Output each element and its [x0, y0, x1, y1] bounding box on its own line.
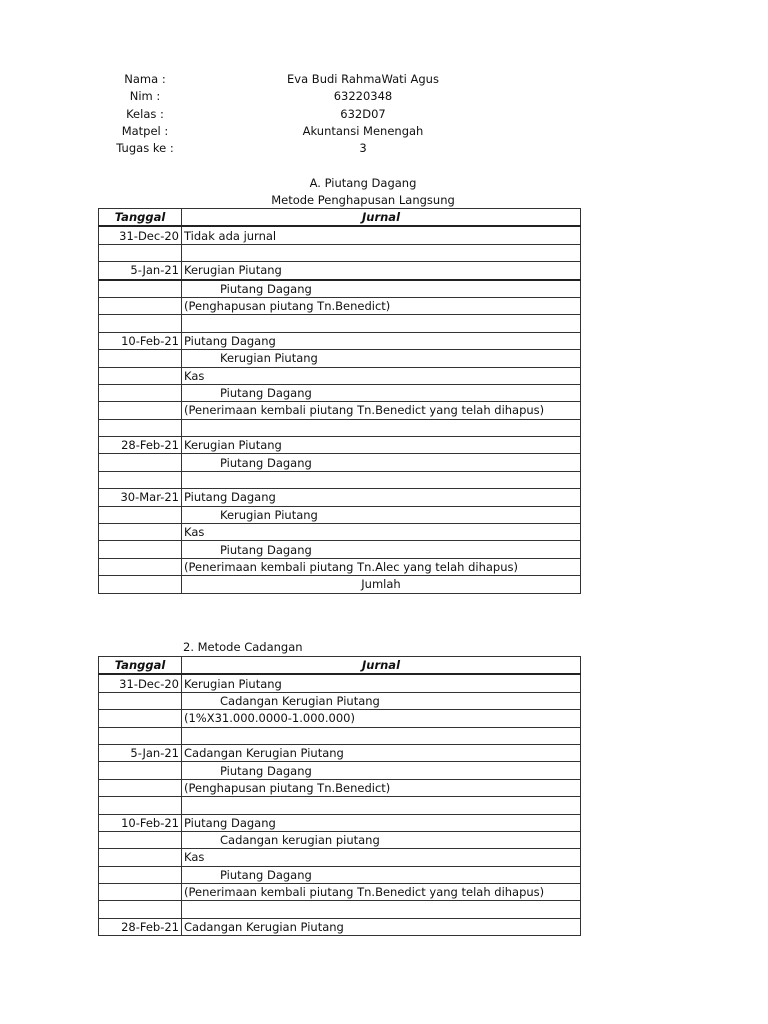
table-row [99, 454, 581, 471]
row-date [99, 419, 182, 436]
row-journal-entry [182, 471, 581, 488]
row-journal-entry: Piutang Dagang [182, 866, 581, 883]
row-journal-entry [182, 315, 581, 332]
row-date [99, 779, 182, 796]
row-date: 5-Jan-21 [99, 262, 182, 280]
row-date: 5-Jan-21 [99, 744, 182, 761]
journal-body-b [99, 674, 581, 935]
row-journal-entry: Kerugian Piutang [182, 506, 581, 523]
table-row [99, 384, 581, 401]
table-row [99, 524, 581, 541]
row-date [99, 866, 182, 883]
table-row [99, 866, 581, 883]
table-row [99, 541, 581, 558]
table-row [99, 710, 581, 727]
row-date [99, 367, 182, 384]
row-date [99, 280, 182, 298]
row-journal-entry [182, 797, 581, 814]
table-row [99, 419, 581, 436]
row-date: 31-Dec-20 [99, 674, 182, 692]
row-journal-entry: Kerugian Piutang [182, 437, 581, 454]
table-row [99, 918, 581, 935]
row-date [99, 558, 182, 575]
row-journal-entry [182, 419, 581, 436]
table-row [99, 814, 581, 831]
row-journal-entry: (Penghapusan piutang Tn.Benedict) [182, 779, 581, 796]
row-journal-entry: Kerugian Piutang [182, 674, 581, 692]
header-tanggal: Tanggal [99, 209, 182, 227]
row-journal-entry [182, 727, 581, 744]
row-date [99, 727, 182, 744]
nama-label: Nama : [124, 72, 166, 86]
row-date: 31-Dec-20 [99, 226, 182, 244]
row-date [99, 471, 182, 488]
section-b-title: 2. Metode Cadangan [183, 640, 303, 654]
nama-value: Eva Budi RahmaWati Agus [287, 72, 439, 86]
row-journal-entry: Kas [182, 524, 581, 541]
table-row [99, 576, 581, 593]
row-journal-entry: Cadangan Kerugian Piutang [182, 744, 581, 761]
row-date [99, 797, 182, 814]
journal-body-a [99, 226, 581, 593]
row-journal-entry: Cadangan kerugian piutang [182, 831, 581, 848]
row-date [99, 710, 182, 727]
row-date [99, 831, 182, 848]
row-date [99, 506, 182, 523]
table-row [99, 692, 581, 709]
table-row [99, 901, 581, 918]
tugas-label: Tugas ke : [116, 141, 174, 155]
section-a-title: A. Piutang Dagang [309, 176, 417, 190]
row-journal-entry: Kerugian Piutang [182, 350, 581, 367]
journal-table-allowance [98, 656, 581, 936]
table-row [99, 315, 581, 332]
table-row [99, 367, 581, 384]
row-journal-entry: Piutang Dagang [182, 384, 581, 401]
journal-table-direct-writeoff [98, 208, 581, 594]
row-journal-entry: Cadangan Kerugian Piutang [182, 918, 581, 935]
table-row [99, 262, 581, 280]
row-date [99, 884, 182, 901]
kelas-label: Kelas : [126, 107, 164, 121]
row-date [99, 297, 182, 314]
row-journal-entry: Jumlah [182, 576, 581, 593]
row-date [99, 541, 182, 558]
table-header-row [99, 657, 581, 675]
nim-value: 63220348 [333, 89, 393, 103]
nim-label: Nim : [129, 89, 161, 103]
row-date [99, 315, 182, 332]
table-row [99, 797, 581, 814]
table-row [99, 744, 581, 761]
row-date: 28-Feb-21 [99, 437, 182, 454]
row-journal-entry: Piutang Dagang [182, 814, 581, 831]
table-row [99, 762, 581, 779]
table-row [99, 471, 581, 488]
row-journal-entry: Cadangan Kerugian Piutang [182, 692, 581, 709]
row-date [99, 692, 182, 709]
row-date [99, 244, 182, 261]
table-row [99, 884, 581, 901]
table-row [99, 489, 581, 506]
row-date [99, 402, 182, 419]
header-tanggal: Tanggal [99, 657, 182, 675]
table-row [99, 350, 581, 367]
table-row [99, 849, 581, 866]
header-jurnal: Jurnal [182, 657, 581, 675]
row-journal-entry: (Penerimaan kembali piutang Tn.Alec yang telah dihapus) [182, 558, 581, 575]
table-row [99, 437, 581, 454]
table-row [99, 297, 581, 314]
table-header-row [99, 209, 581, 227]
row-journal-entry: Tidak ada jurnal [182, 226, 581, 244]
row-journal-entry: Piutang Dagang [182, 489, 581, 506]
table-row [99, 506, 581, 523]
row-date [99, 384, 182, 401]
row-date [99, 901, 182, 918]
table-row [99, 558, 581, 575]
row-journal-entry: Kas [182, 849, 581, 866]
row-journal-entry: (Penerimaan kembali piutang Tn.Benedict yang telah dihapus) [182, 402, 581, 419]
table-row [99, 402, 581, 419]
matpel-value: Akuntansi Menengah [302, 124, 424, 138]
table-row [99, 280, 581, 298]
header-jurnal: Jurnal [182, 209, 581, 227]
row-journal-entry: Kas [182, 367, 581, 384]
row-journal-entry: (Penghapusan piutang Tn.Benedict) [182, 297, 581, 314]
table-row [99, 244, 581, 261]
section-a-subtitle: Metode Penghapusan Langsung [271, 193, 455, 207]
row-journal-entry: Piutang Dagang [182, 332, 581, 349]
row-date [99, 454, 182, 471]
table-row [99, 831, 581, 848]
row-journal-entry: Kerugian Piutang [182, 262, 581, 280]
row-date: 10-Feb-21 [99, 332, 182, 349]
row-date [99, 350, 182, 367]
row-journal-entry [182, 901, 581, 918]
row-journal-entry: Piutang Dagang [182, 280, 581, 298]
row-journal-entry: (Penerimaan kembali piutang Tn.Benedict yang telah dihapus) [182, 884, 581, 901]
row-journal-entry: Piutang Dagang [182, 541, 581, 558]
table-row [99, 674, 581, 692]
row-journal-entry [182, 244, 581, 261]
row-date [99, 576, 182, 593]
row-date [99, 524, 182, 541]
row-journal-entry: Piutang Dagang [182, 762, 581, 779]
table-row [99, 226, 581, 244]
row-journal-entry: (1%X31.000.0000-1.000.000) [182, 710, 581, 727]
row-date [99, 762, 182, 779]
row-date: 28-Feb-21 [99, 918, 182, 935]
tugas-value: 3 [359, 141, 367, 155]
row-date [99, 849, 182, 866]
row-date: 10-Feb-21 [99, 814, 182, 831]
table-row [99, 332, 581, 349]
matpel-label: Matpel : [121, 124, 169, 138]
row-date: 30-Mar-21 [99, 489, 182, 506]
table-row [99, 727, 581, 744]
row-journal-entry: Piutang Dagang [182, 454, 581, 471]
table-row [99, 779, 581, 796]
kelas-value: 632D07 [340, 107, 386, 121]
